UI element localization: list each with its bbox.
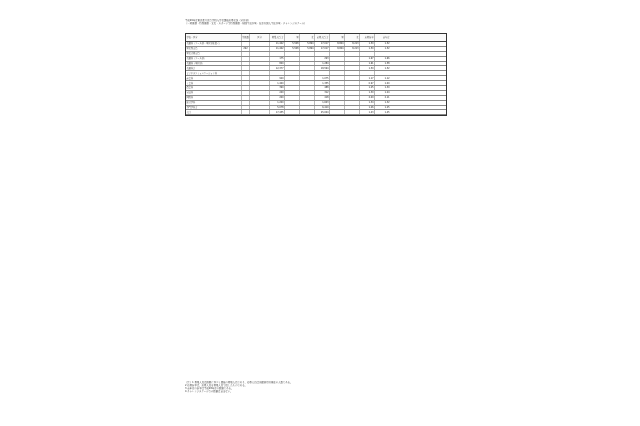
table-cell: 1.25 [360,86,375,90]
table-cell: 1.34 [360,101,375,105]
table-cell [300,81,315,85]
table-cell: 1.24 [384,91,390,95]
table-cell [300,71,315,75]
column-header-ratio-prev: 前年度 [382,36,390,39]
table-cell: 312 [315,91,330,95]
table-cell: 5,078 [270,106,285,110]
table-cell: ビジネスコミュニケーション科 [186,71,242,75]
table-cell: 普通科計 [186,66,242,70]
table-cell: 家庭科 [186,91,242,95]
table-cell [330,76,345,80]
table-cell: 11,402 [270,47,285,51]
footnote-line: 3 前年度の倍率は平成28年度の数値である。 [185,387,234,390]
table-cell: 1.50 [360,66,375,70]
column-header-quota-male: 男 [285,34,300,41]
table-cell: 1,400 [270,81,285,85]
table-cell: 920 [270,76,285,80]
table-cell: 1.30 [384,86,390,90]
table-cell: 合計 [186,110,242,114]
table-cell [285,71,300,75]
table-cell: 5,508 [285,47,300,51]
column-header-classes: 学級数 [242,36,249,39]
table-cell [330,96,345,100]
table-cell [285,62,300,66]
table-cell: 0.97 [360,81,375,85]
table-cell: 25,004 [315,110,330,114]
table-cell [242,71,250,75]
table-cell [285,76,300,80]
column-header-ratio: 応募倍率 [360,34,375,41]
table-cell [270,52,285,56]
table-cell: 1.52 [384,66,390,70]
table-cell: 1.25 [384,106,390,110]
table-cell: 200 [270,96,285,100]
table-cell [360,52,375,56]
table-cell: 1.17 [360,76,375,80]
table-cell [345,71,360,75]
table-cell [375,71,390,75]
table-cell [300,106,315,110]
table-cell: 2.11 [384,96,390,100]
table-cell [345,62,360,66]
table-cell: 1.52 [384,47,390,51]
table-cell [345,101,360,105]
table-cell: 1.67 [360,57,375,61]
table-cell: 1.50 [360,42,375,46]
table-cell: 17,455 [270,110,285,114]
table-cell [330,57,345,61]
table-cell [330,86,345,90]
table-cell [345,96,360,100]
column-header-applicants-male: 男 [330,34,345,41]
table-cell [300,110,315,114]
table-cell [330,52,345,56]
table-cell: 1.45 [384,110,390,114]
table-cell [330,91,345,95]
table-cell: 8,213 [345,47,360,51]
table-cell [250,91,270,95]
footnote-line: 4 チャレンジスクール等の数値は含まない。 [185,390,233,393]
table-cell: 11,402 [270,42,285,46]
table-cell: 240 [270,91,285,95]
table-header-row [186,34,446,42]
table-cell [242,66,250,70]
table-cell [250,42,270,46]
table-cell: 8,213 [345,42,360,46]
table-cell: 1.30 [360,91,375,95]
table-cell [242,101,250,105]
table-cell [242,57,250,61]
document-header [185,19,455,25]
table-cell [300,66,315,70]
table-cell: 男女合同定員 [186,52,242,56]
table-cell: 1.50 [360,47,375,51]
table-cell: 1.26 [360,106,375,110]
document-subtitle: （一般推薦・特別推薦・文化・スポーツ等特別推薦・帰国生徒対象・在京外国人生徒対象・チャレンジスクール） [185,22,307,25]
table-cell: 普通科（単位制） [186,62,242,66]
table-cell [330,81,345,85]
table-cell: 1,200 [270,101,285,105]
table-cell [330,71,345,75]
table-cell: 800 [270,62,285,66]
table-cell [242,96,250,100]
table-cell [345,91,360,95]
table-cell [242,110,250,114]
table-cell: 6,410 [315,106,330,110]
table-cell [300,86,315,90]
table-cell [375,52,390,56]
table-cell: 5,508 [285,42,300,46]
table-cell: 8,804 [330,47,345,51]
table-cell: 17,017 [315,42,330,46]
table-cell [285,106,300,110]
column-header-category: 区分 [250,34,270,41]
table-cell: 1,284 [315,62,330,66]
column-header-school: 学校・区分 [186,34,242,41]
table-cell [250,71,270,75]
table-cell [315,71,330,75]
table-cell: 18,594 [315,66,330,70]
table-cell [250,57,270,61]
table-cell: 総合学科 [186,101,242,105]
table-cell [300,91,315,95]
table-cell [250,62,270,66]
column-header-quota-total: 募集人員 計 [271,36,284,39]
table-cell: 8,804 [330,42,345,46]
table-cell: 1,603 [315,101,330,105]
footnote-line: 2 応募倍率は、応募人員を募集人員で除したものである。 [185,384,248,387]
column-header-applicants-total: 応募人員 計 [316,36,329,39]
table-body [186,42,446,115]
table-cell [250,81,270,85]
table-cell: 488 [315,86,330,90]
table-cell [285,96,300,100]
table-cell [285,66,300,70]
table-cell: 1.66 [384,57,390,61]
table-cell: 1.00 [384,81,390,85]
table-cell: 1.52 [384,42,390,46]
table-cell [250,47,270,51]
table-cell: 1.12 [384,76,390,80]
table-cell [285,101,300,105]
table-cell: 男女別定員 [186,47,242,51]
table-cell [300,52,315,56]
table-cell [250,106,270,110]
table-cell [242,91,250,95]
table-cell [360,71,375,75]
table-cell: 工業科 [186,81,242,85]
table-cell [250,76,270,80]
table-cell [250,66,270,70]
table-cell [250,101,270,105]
table-cell [242,106,250,110]
table-cell: 292 [242,47,250,51]
table-cell: 12,377 [270,66,285,70]
table-cell: 2.09 [360,96,375,100]
table-cell: 175 [270,57,285,61]
table-cell [330,106,345,110]
table-cell [242,42,250,46]
table-cell [330,101,345,105]
table-cell [242,76,250,80]
table-cell [285,52,300,56]
table-cell: 390 [270,86,285,90]
table-cell: 商業科 [186,76,242,80]
table-cell: 1,075 [315,76,330,80]
table-cell [345,81,360,85]
table-cell [300,76,315,80]
table-cell [300,57,315,61]
table-cell [300,101,315,105]
enrollment-table [185,33,447,116]
table-cell: 普通科（コース制・単位制を除く） [186,42,242,46]
table-cell [242,86,250,90]
table-cell [345,86,360,90]
table-cell [242,62,250,66]
table-cell [315,52,330,56]
table-cell: 293 [315,57,330,61]
table-cell [285,86,300,90]
table-cell [330,66,345,70]
table-row [186,110,446,115]
document-title: 平成29年度東京都立高等学校入学者選抜応募状況（全日制） [185,19,251,22]
table-cell: 1.61 [360,62,375,66]
table-cell [242,81,250,85]
table-cell [345,57,360,61]
table-cell [285,91,300,95]
footnote-line: （注）1 募集人員は推薦に基づく選抜の募集人員であり、応募人員は出願締切日現在の人数である。 [185,381,293,384]
footnotes [185,381,455,393]
table-cell [300,96,315,100]
table-cell: 17,017 [315,47,330,51]
table-cell: 1.58 [384,62,390,65]
table-cell: 1.32 [384,101,390,105]
table-cell [250,86,270,90]
table-cell [330,62,345,66]
table-cell [242,52,250,56]
table-cell [285,57,300,61]
table-cell [285,110,300,114]
column-header-applicants-female: 女 [345,34,360,41]
table-cell [330,110,345,114]
table-cell: 1.43 [360,110,375,114]
table-cell: 418 [315,96,330,100]
table-cell [285,81,300,85]
table-cell [345,52,360,56]
table-cell: 国際科 [186,96,242,100]
table-cell [250,110,270,114]
table-cell: 5,894 [300,47,315,51]
table-cell [270,71,285,75]
table-cell [345,106,360,110]
table-cell [300,62,315,66]
table-cell: 普通科（コース制） [186,57,242,61]
table-cell [250,52,270,56]
column-header-quota-female: 女 [300,34,315,41]
table-cell: 専門学科計 [186,106,242,110]
table-cell [345,76,360,80]
table-cell [250,96,270,100]
table-cell: 1,355 [315,81,330,85]
table-cell [345,66,360,70]
table-cell: 5,894 [300,42,315,46]
table-cell: 農業科 [186,86,242,90]
table-cell [345,110,360,114]
